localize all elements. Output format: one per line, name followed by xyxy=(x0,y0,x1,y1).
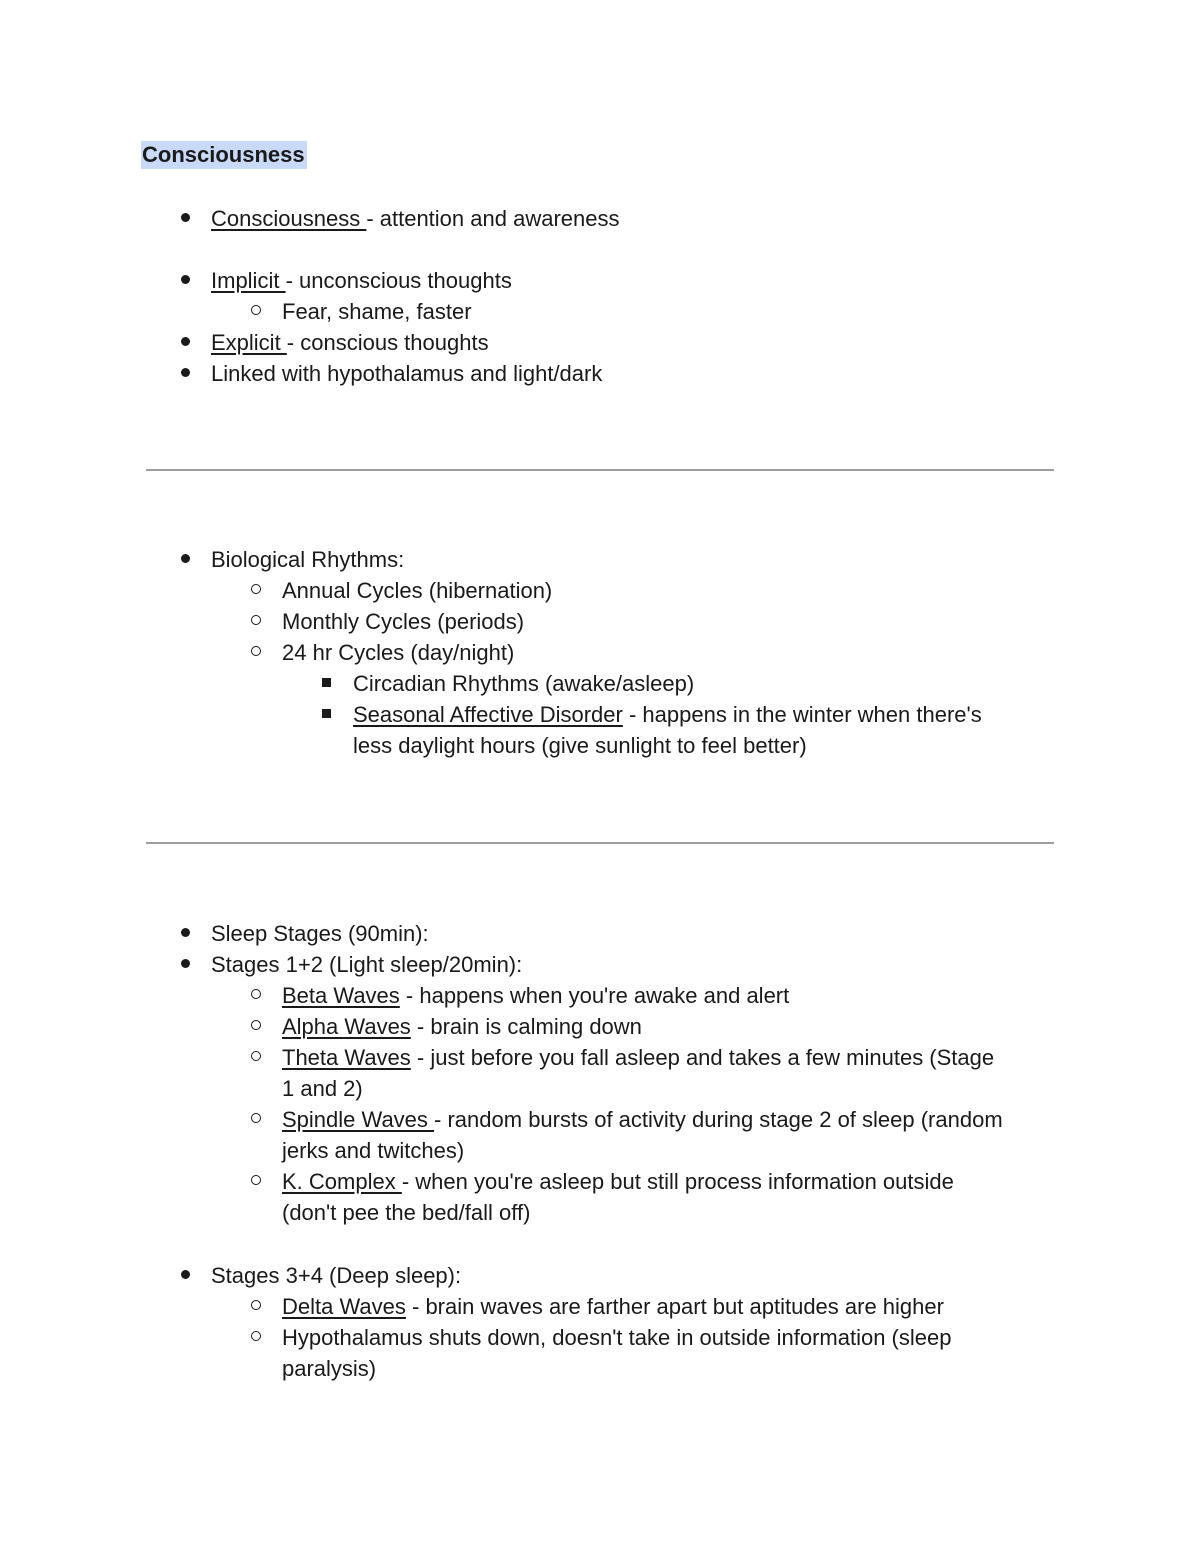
list-item-continuation: less daylight hours (give sunlight to feel better) xyxy=(353,733,807,758)
bullet-circle-icon xyxy=(246,1011,266,1042)
definition: - conscious thoughts xyxy=(286,330,489,355)
bullet-dot-icon xyxy=(175,203,195,234)
bullet-dot-icon xyxy=(175,544,195,575)
bullet-square-icon xyxy=(316,699,336,730)
definition: - happens when you're awake and alert xyxy=(399,983,790,1008)
term: Spindle Waves xyxy=(282,1107,435,1132)
list-item xyxy=(282,1322,951,1353)
item-text: Circadian Rhythms (awake/asleep) xyxy=(353,671,695,696)
bullet-circle-icon xyxy=(246,1166,266,1197)
horizontal-divider xyxy=(146,469,1054,471)
list-item xyxy=(282,1166,954,1197)
item-text: Sleep Stages (90min): xyxy=(211,921,429,946)
term: Beta Waves xyxy=(282,983,400,1008)
definition: - when you're asleep but still process information outside xyxy=(401,1169,954,1194)
definition: - happens in the winter when there's xyxy=(622,702,982,727)
list-item xyxy=(211,1260,461,1291)
list-item xyxy=(282,1291,944,1322)
bullet-dot-icon xyxy=(175,949,195,980)
term: Delta Waves xyxy=(282,1294,406,1319)
bullet-circle-icon xyxy=(246,296,266,327)
bullet-circle-icon xyxy=(246,1104,266,1135)
list-item xyxy=(211,949,522,980)
bullet-circle-icon xyxy=(246,1322,266,1353)
definition: - random bursts of activity during stage 2 of sleep (random xyxy=(434,1107,1003,1132)
list-item-continuation: (don't pee the bed/fall off) xyxy=(282,1200,531,1225)
bullet-circle-icon xyxy=(246,637,266,668)
page-title: Consciousness xyxy=(142,142,305,167)
list-item-continuation: jerks and twitches) xyxy=(282,1138,465,1163)
list-item xyxy=(211,203,619,234)
definition: - brain is calming down xyxy=(410,1014,642,1039)
list-item-continuation: paralysis) xyxy=(282,1356,377,1381)
bullet-dot-icon xyxy=(175,327,195,358)
term: Explicit xyxy=(211,330,287,355)
item-text: Annual Cycles (hibernation) xyxy=(282,578,553,603)
item-text: Linked with hypothalamus and light/dark xyxy=(211,361,603,386)
bullet-circle-icon xyxy=(246,1042,266,1073)
list-item xyxy=(211,327,489,358)
list-item xyxy=(282,575,552,606)
list-item xyxy=(211,265,512,296)
bullet-circle-icon xyxy=(246,980,266,1011)
bullet-dot-icon xyxy=(175,265,195,296)
list-item-continuation: 1 and 2) xyxy=(282,1076,363,1101)
horizontal-divider xyxy=(146,842,1054,844)
list-item xyxy=(282,296,472,327)
item-text: Biological Rhythms: xyxy=(211,547,405,572)
bullet-circle-icon xyxy=(246,606,266,637)
list-item xyxy=(282,1104,1003,1135)
item-text: 24 hr Cycles (day/night) xyxy=(282,640,515,665)
list-item xyxy=(282,1042,994,1073)
term: K. Complex xyxy=(282,1169,402,1194)
list-item xyxy=(211,544,404,575)
item-text: Stages 3+4 (Deep sleep): xyxy=(211,1263,462,1288)
definition: - attention and awareness xyxy=(366,206,620,231)
bullet-square-icon xyxy=(316,668,336,699)
list-item xyxy=(282,606,524,637)
term: Implicit xyxy=(211,268,286,293)
list-item xyxy=(211,918,429,949)
item-text: Stages 1+2 (Light sleep/20min): xyxy=(211,952,523,977)
bullet-dot-icon xyxy=(175,1260,195,1291)
list-item xyxy=(353,668,694,699)
list-item xyxy=(211,358,602,389)
bullet-dot-icon xyxy=(175,358,195,389)
definition: - brain waves are farther apart but aptitudes are higher xyxy=(405,1294,944,1319)
term: Alpha Waves xyxy=(282,1014,411,1039)
list-item xyxy=(282,980,789,1011)
item-text: Monthly Cycles (periods) xyxy=(282,609,525,634)
list-item xyxy=(282,1011,642,1042)
term: Theta Waves xyxy=(282,1045,411,1070)
term: Consciousness xyxy=(211,206,367,231)
definition: - unconscious thoughts xyxy=(285,268,512,293)
definition: - just before you fall asleep and takes a few minutes (Stage xyxy=(410,1045,995,1070)
bullet-circle-icon xyxy=(246,575,266,606)
list-item xyxy=(282,637,514,668)
list-item xyxy=(353,699,982,730)
item-text: Fear, shame, faster xyxy=(282,299,472,324)
term: Seasonal Affective Disorder xyxy=(353,702,623,727)
bullet-circle-icon xyxy=(246,1291,266,1322)
bullet-dot-icon xyxy=(175,918,195,949)
item-text: Hypothalamus shuts down, doesn't take in outside information (sleep xyxy=(282,1325,952,1350)
